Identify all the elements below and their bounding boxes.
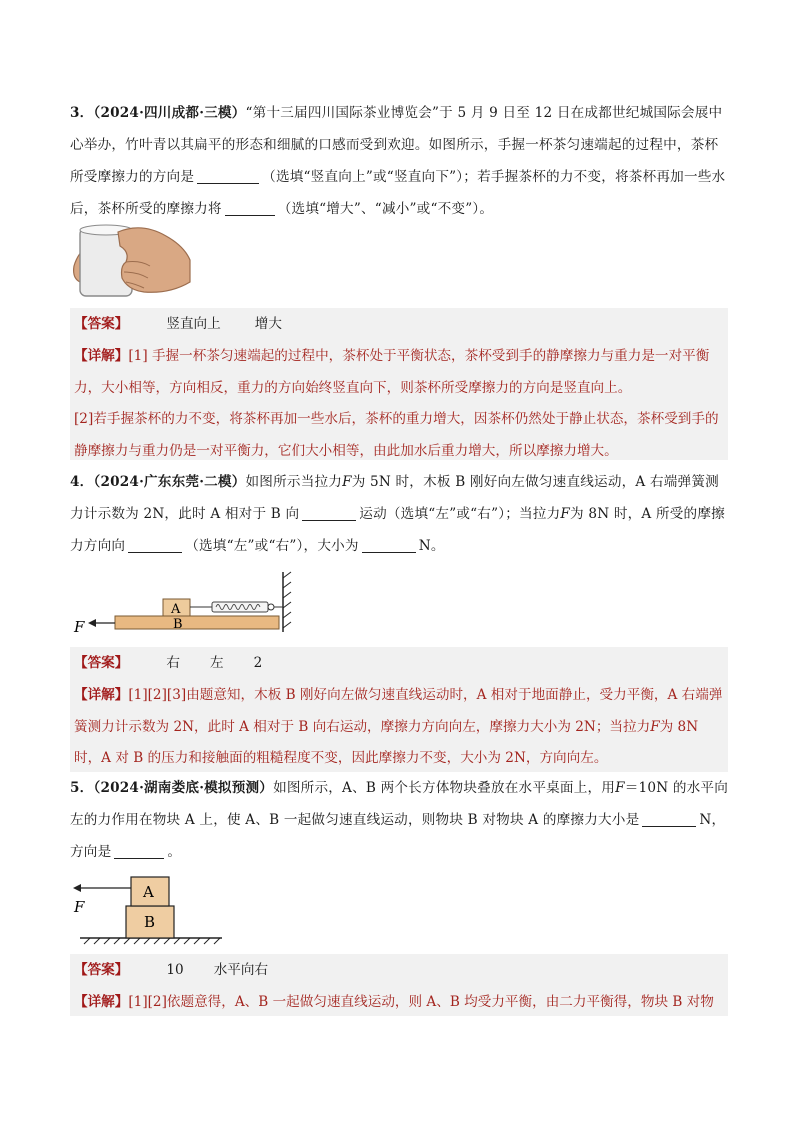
answer-blank: [197, 167, 259, 184]
answer-value: 2: [253, 655, 263, 671]
detail-text: [74, 404, 728, 467]
question-3: [70, 97, 728, 225]
question-text: （选填“竖直向上”或“竖直向下”）；若手握茶杯的力不变，将茶杯再加一些水后，茶杯所受的摩擦力将: [70, 169, 726, 217]
answer-value: 左: [209, 655, 224, 671]
detail-paragraph: 为 8N 时，A 对 B 的压力和接触面的粗糙程度不变，因此摩擦力不变，大小为 2N，方向向左。: [74, 718, 699, 766]
stacked-blocks-figure: [70, 872, 230, 948]
answer-blank: [302, 504, 356, 521]
answer-value: 增大: [254, 316, 282, 332]
question-text: 为 8N 时，A 所受的摩擦力方向向: [70, 506, 725, 554]
answer-tag: 【答案】: [74, 962, 129, 978]
answer-tag: 【答案】: [74, 655, 129, 671]
question-text: 为 5N 时，木板 B 刚好向左做匀速直线运动，A 右端弹簧测力计示数为 2N，此时 A 相对于 B 向: [70, 474, 719, 522]
detail-text: [74, 987, 728, 1019]
question-source: （2024·四川成都·三模）: [93, 105, 246, 121]
spring-scale-figure: [70, 568, 300, 638]
answer-blank: [128, 536, 182, 553]
question-text: “第十三届四川国际茶业博览会”于 5 月 9 日至 12 日在成都世纪城国际会展中心举办，竹叶青以其扁平的形态和细腻的口感而受到欢迎。如图所示，手握一杯茶匀速端起的过程中，茶杯所受摩擦力的方向是: [70, 105, 723, 185]
question-text: 如图所示当拉力: [245, 474, 343, 490]
force-symbol: F: [560, 506, 571, 522]
answer-value: 竖直向上: [166, 316, 221, 332]
answer-tag: 【答案】: [74, 316, 129, 332]
question-text: ＝10N 的水平向左的力作用在物块 A 上，使 A、B 一起做匀速直线运动，则物块 B 对物块 A 的摩擦力大小是: [70, 780, 729, 828]
force-symbol: F: [615, 780, 625, 796]
question-text: （选填“增大”、“减小”或“不变”）。: [277, 201, 494, 217]
answer-box-5: [70, 954, 728, 1016]
question-number: 3．: [70, 105, 94, 121]
answer-blank: [114, 842, 164, 859]
force-symbol: F: [650, 718, 660, 735]
question-text: N。: [418, 538, 445, 554]
question-source: （2024·广东东莞·二模）: [93, 474, 246, 490]
answer-box-4: [70, 647, 728, 772]
detail-tag: 【详解】: [74, 994, 129, 1010]
answer-value: 10: [166, 962, 184, 978]
force-label: F: [74, 618, 85, 636]
answer-value: 水平向右: [213, 962, 269, 978]
detail-paragraph: [1] 手握一杯茶匀速端起的过程中，茶杯处于平衡状态，茶杯受到手的静摩擦力与重力是一对平衡力，大小相等，方向相反，重力的方向始终竖直向下，则茶杯所受摩擦力的方向是竖直向上。: [74, 348, 710, 396]
question-text: （选填“左”或“右”），大小为: [185, 538, 359, 554]
detail-paragraph: [1][2]依题意得，A、B 一起做匀速直线运动，则 A、B 均受力平衡，由二力平衡得，物块 B 对物: [128, 994, 714, 1010]
answer-blank: [362, 536, 416, 553]
detail-tag: 【详解】: [74, 348, 129, 364]
answer-box-3: [70, 308, 728, 460]
question-source: （2024·湖南娄底·模拟预测）: [93, 780, 274, 796]
question-number: 4．: [70, 474, 94, 490]
question-text: N，方向是: [70, 812, 726, 860]
question-number: 5．: [70, 780, 94, 796]
answer-value: 右: [166, 655, 180, 671]
detail-paragraph: [2]若手握茶杯的力不变，将茶杯再加一些水后，茶杯的重力增大，因茶杯仍然处于静止状态，茶杯受到手的静摩擦力与重力仍是一对平衡力，它们大小相等，由此加水后重力增大，所以摩擦力增大。: [74, 411, 719, 459]
cup-in-hand-figure: [70, 222, 194, 302]
answer-row: [74, 308, 728, 341]
answer-row: [74, 647, 728, 680]
question-text: 运动（选填“左”或“右”）；当拉力: [359, 506, 561, 522]
block-a-label: A: [143, 883, 154, 901]
force-label: F: [74, 898, 85, 916]
answer-row: [74, 954, 728, 987]
force-symbol: F: [342, 474, 352, 490]
block-b-label: B: [144, 913, 156, 931]
answer-blank: [225, 199, 275, 216]
block-a-label: A: [171, 602, 181, 617]
answer-blank: [642, 810, 696, 827]
block-b-label: B: [173, 617, 183, 632]
question-4: [70, 466, 728, 562]
detail-text: [74, 680, 728, 775]
detail-paragraph: [1][2][3]由题意知，木板 B 刚好向左做匀速直线运动时，A 相对于地面静止，受力平衡，A 右端弹簧测力计示数为 2N，此时 A 相对于 B 向右运动，摩擦力方向向左，摩擦力大小为 2N；当拉力: [74, 687, 723, 735]
question-text: 。: [167, 844, 182, 860]
detail-text: [74, 341, 728, 404]
detail-tag: 【详解】: [74, 687, 129, 703]
question-5: [70, 772, 728, 868]
question-text: 如图所示，A、B 两个长方体物块叠放在水平桌面上，用: [273, 780, 616, 796]
